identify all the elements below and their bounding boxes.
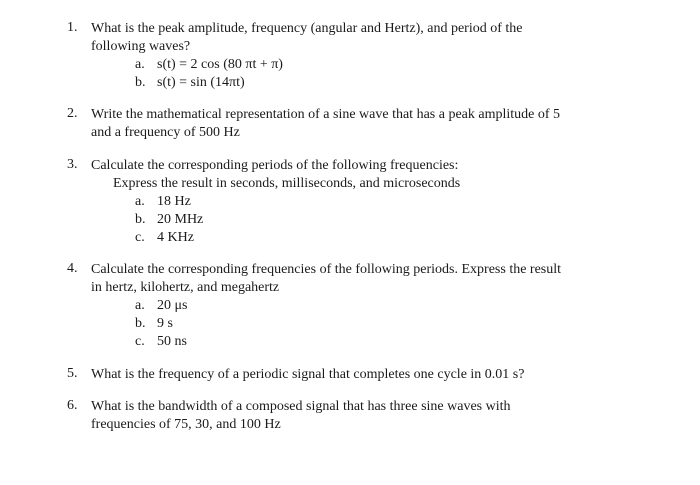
question-1 — [67, 20, 627, 92]
sub-item — [135, 315, 627, 333]
sub-item-letter: c. — [135, 230, 145, 245]
sub-item — [135, 56, 627, 74]
sub-item-text: 9 s — [157, 316, 173, 331]
question-text-line: What is the peak amplitude, frequency (angular and Hertz), and period of the — [91, 21, 523, 36]
question-text-line: Calculate the corresponding frequencies of the following periods. Express the result — [91, 262, 562, 277]
sub-item-text: s(t) = sin (14πt) — [157, 75, 245, 90]
sub-item-letter: c. — [135, 334, 145, 349]
question-text-line: following waves? — [91, 39, 191, 54]
sub-item-letter: b. — [135, 212, 146, 227]
sub-item — [135, 74, 627, 92]
question-text-line: frequencies of 75, 30, and 100 Hz — [91, 417, 281, 432]
question-number: 6. — [67, 398, 78, 413]
sub-item-text: 18 Hz — [157, 194, 191, 209]
sub-item-text: 50 ns — [157, 334, 187, 349]
sub-item-letter: a. — [135, 57, 145, 72]
question-3 — [67, 157, 627, 247]
sub-item — [135, 333, 627, 351]
sub-item-letter: a. — [135, 194, 145, 209]
question-text-line: Express the result in seconds, milliseconds, and microseconds — [113, 176, 461, 191]
question-text-line: in hertz, kilohertz, and megahertz — [91, 280, 280, 295]
question-number: 4. — [67, 261, 78, 276]
question-text-line: What is the bandwidth of a composed signal that has three sine waves with — [91, 399, 511, 414]
sub-item-text: 20 μs — [157, 298, 188, 313]
sub-item-letter: b. — [135, 75, 146, 90]
sub-item — [135, 229, 627, 247]
question-text-line: Calculate the corresponding periods of the following frequencies: — [91, 158, 459, 173]
question-number: 1. — [67, 20, 78, 35]
question-text-line: and a frequency of 500 Hz — [91, 125, 240, 140]
sub-item — [135, 211, 627, 229]
question-number: 3. — [67, 157, 78, 172]
question-number: 2. — [67, 106, 78, 121]
question-text-line: What is the frequency of a periodic signal that completes one cycle in 0.01 s? — [91, 367, 525, 382]
question-4 — [67, 261, 627, 351]
question-2 — [67, 106, 627, 142]
sub-item-text: 20 MHz — [157, 212, 204, 227]
sub-item-text: 4 KHz — [157, 230, 194, 245]
question-text-line: Write the mathematical representation of a sine wave that has a peak amplitude of 5 — [91, 107, 561, 122]
sub-item-letter: a. — [135, 298, 145, 313]
question-5 — [67, 366, 627, 384]
sub-item-text: s(t) = 2 cos (80 πt + π) — [157, 57, 283, 72]
question-number: 5. — [67, 366, 78, 381]
sub-item — [135, 297, 627, 315]
sub-item — [135, 193, 627, 211]
sub-item-letter: b. — [135, 316, 146, 331]
question-6 — [67, 398, 627, 434]
